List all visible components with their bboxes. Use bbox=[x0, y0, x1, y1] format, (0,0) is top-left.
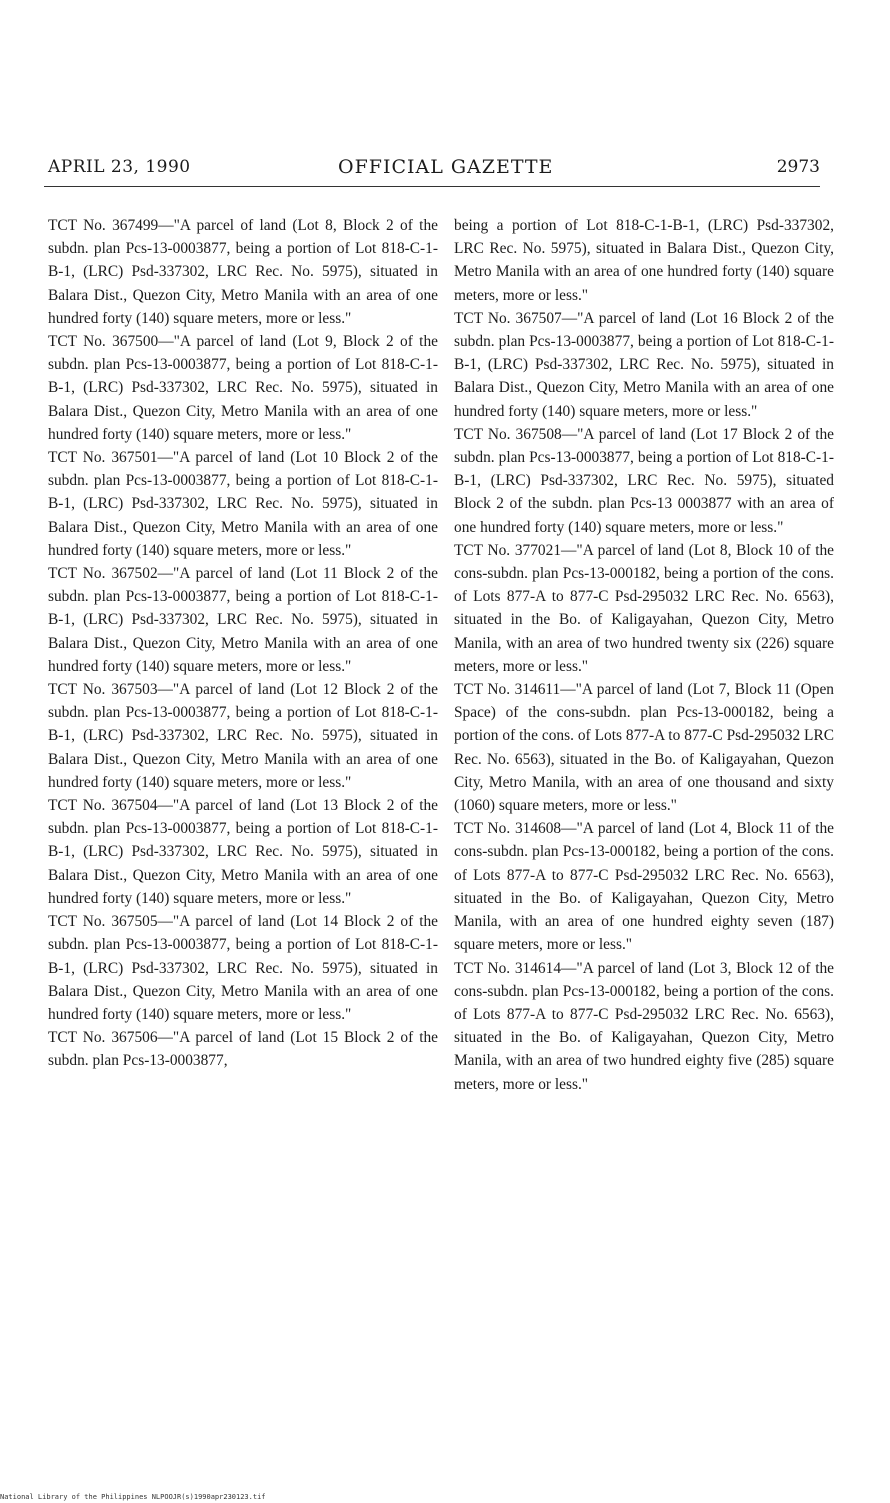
tct-entry: TCT No. 367507—"A parcel of land (Lot 16 Block 2 of the subdn. plan Pcs-13-0003877, being a portion of Lot 818-C-1-B-1, (LRC) Psd-337302, LRC Rec. No. 5975), situated in Balara Dist., Quezon City, Metro Manila with an area of one hundred forty (140) square meters, more or less." bbox=[454, 309, 834, 420]
header-rule bbox=[44, 186, 820, 187]
tct-entry: TCT No. 367502—"A parcel of land (Lot 11 Block 2 of the subdn. plan Pcs-13-0003877, being a portion of Lot 818-C-1-B-1, (LRC) Psd-337302, LRC Rec. No. 5975), situated in Balara Dist., Quezon City, Metro Manila with an area of one hundred forty (140) square meters, more or less." bbox=[48, 565, 438, 675]
publication-title: OFFICIAL GAZETTE bbox=[338, 156, 554, 178]
issue-date: APRIL 23, 1990 bbox=[48, 157, 191, 177]
tct-entry: TCT No. 367500—"A parcel of land (Lot 9, Block 2 of the subdn. plan Pcs-13-0003877, being a portion of Lot 818-C-1-B-1, (LRC) Psd-337302, LRC Rec. No. 5975), situated in Balara Dist., Quezon City, Metro Manila with an area of one hundred forty (140) square meters, more or less." bbox=[48, 333, 438, 443]
tct-entry: TCT No. 377021—"A parcel of land (Lot 8, Block 10 of the cons-subdn. plan Pcs-13-000182, being a portion of the cons. of Lots 877-A to 877-C Psd-295032 LRC Rec. No. 6563), situated in the Bo. of Kaligayahan, Quezon City, Metro Manila, with an area of two hundred twenty six (226) square meters, more or less." bbox=[454, 541, 834, 675]
tct-entry: TCT No. 367508—"A parcel of land (Lot 17 Block 2 of the subdn. plan Pcs-13-0003877, being a portion of Lot 818-C-1-B-1, (LRC) Psd-337302, LRC Rec. No. 5975), situated Block 2 of the subdn. plan Pcs-13 0003877 with an area of one hundred forty (140) square meters, more or less." bbox=[454, 425, 834, 536]
page-number: 2973 bbox=[776, 157, 820, 177]
tct-entry: TCT No. 314614—"A parcel of land (Lot 3, Block 12 of the cons-subdn. plan Pcs-13-000182, being a portion of the cons. of Lots 877-A to 877-C Psd-295032 LRC Rec. No. 6563), situated in the Bo. of Kaligayahan, Quezon City, Metro Manila, with an area of two hundred eighty five (285) square meters, more or less." bbox=[454, 959, 834, 1093]
tct-entry: TCT No. 314608—"A parcel of land (Lot 4, Block 11 of the cons-subdn. plan Pcs-13-000182, being a portion of the cons. of Lots 877-A to 877-C Psd-295032 LRC Rec. No. 6563), situated in the Bo. of Kaligayahan, Quezon City, Metro Manila, with an area of one hundred eighty seven (187) square meters, more or less." bbox=[454, 820, 834, 954]
tct-entry: TCT No. 367499—"A parcel of land (Lot 8, Block 2 of the subdn. plan Pcs-13-0003877, being a portion of Lot 818-C-1-B-1, (LRC) Psd-337302, LRC Rec. No. 5975), situated in Balara Dist., Quezon City, Metro Manila with an area of one hundred forty (140) square meters, more or less." bbox=[48, 217, 438, 327]
right-column bbox=[454, 214, 834, 1096]
tct-entry-continued: being a portion of Lot 818-C-1-B-1, (LRC) Psd-337302, LRC Rec. No. 5975), situated in Balara Dist., Quezon City, Metro Manila with an area of one hundred forty (140) square meters, more or less." bbox=[454, 217, 834, 304]
left-column bbox=[48, 214, 438, 1073]
tct-entry: TCT No. 367501—"A parcel of land (Lot 10 Block 2 of the subdn. plan Pcs-13-0003877, being a portion of Lot 818-C-1-B-1, (LRC) Psd-337302, LRC Rec. No. 5975), situated in Balara Dist., Quezon City, Metro Manila with an area of one hundred forty (140) square meters, more or less." bbox=[48, 449, 438, 559]
tct-entry: TCT No. 367503—"A parcel of land (Lot 12 Block 2 of the subdn. plan Pcs-13-0003877, being a portion of Lot 818-C-1-B-1, (LRC) Psd-337302, LRC Rec. No. 5975), situated in Balara Dist., Quezon City, Metro Manila with an area of one hundred forty (140) square meters, more or less." bbox=[48, 681, 438, 791]
tct-entry: TCT No. 367506—"A parcel of land (Lot 15 Block 2 of the subdn. plan Pcs-13-0003877, bbox=[48, 1029, 438, 1070]
tct-entry: TCT No. 367505—"A parcel of land (Lot 14 Block 2 of the subdn. plan Pcs-13-0003877, being a portion of Lot 818-C-1-B-1, (LRC) Psd-337302, LRC Rec. No. 5975), situated in Balara Dist., Quezon City, Metro Manila with an area of one hundred forty (140) square meters, more or less." bbox=[48, 913, 438, 1023]
scan-footer: National Library of the Philippines NLPOOJR(s)1990apr230123.tif bbox=[0, 1493, 266, 1501]
page-header bbox=[48, 157, 820, 187]
tct-entry: TCT No. 367504—"A parcel of land (Lot 13 Block 2 of the subdn. plan Pcs-13-0003877, being a portion of Lot 818-C-1-B-1, (LRC) Psd-337302, LRC Rec. No. 5975), situated in Balara Dist., Quezon City, Metro Manila with an area of one hundred forty (140) square meters, more or less." bbox=[48, 797, 438, 907]
tct-entry: TCT No. 314611—"A parcel of land (Lot 7, Block 11 (Open Space) of the cons-subdn. plan Pcs-13-000182, being a portion of the cons. of Lots 877-A to 877-C Psd-295032 LRC Rec. No. 6563), situated in the Bo. of Kaligayahan, Quezon City, Metro Manila, with an area of one thousand and sixty (1060) square meters, more or less." bbox=[454, 681, 834, 815]
